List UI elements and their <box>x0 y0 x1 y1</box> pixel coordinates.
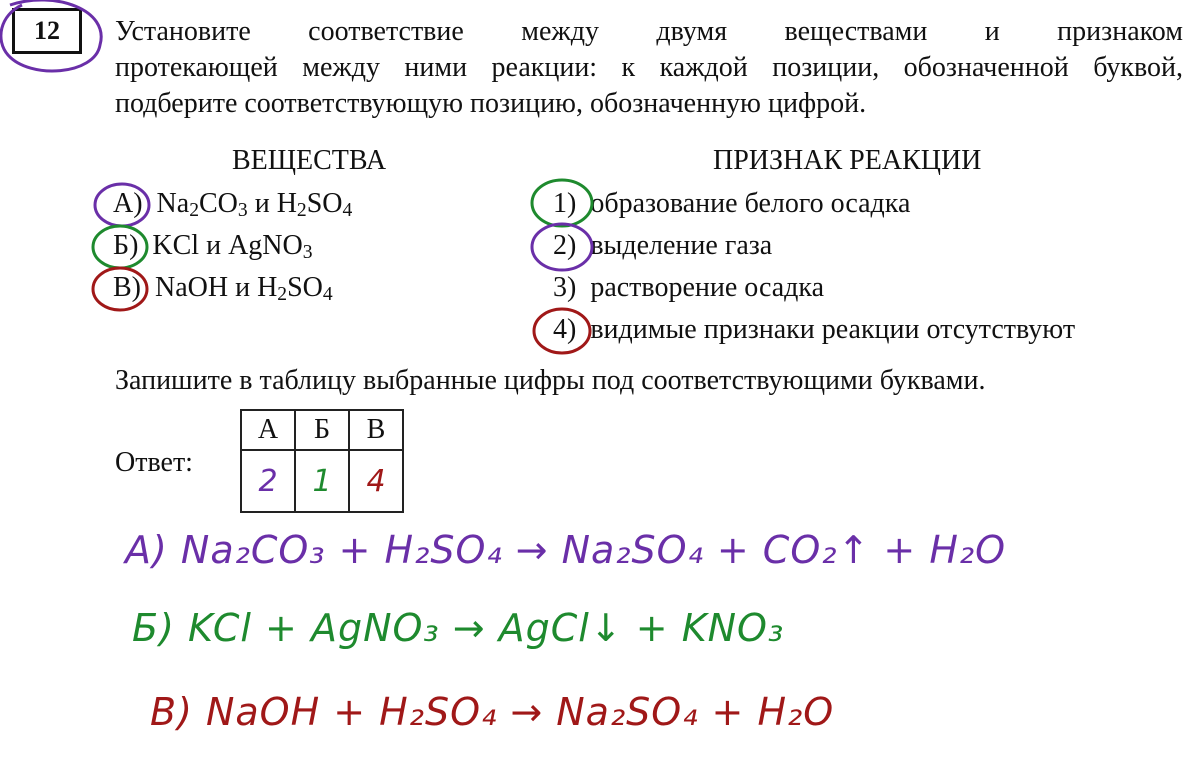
handwritten-equation-c: В) NaOH + H₂SO₄ → Na₂SO₄ + H₂O <box>150 690 835 734</box>
circle-c <box>93 268 147 310</box>
question-number: 12 <box>12 8 82 54</box>
circle-a <box>95 184 149 226</box>
substance-b: Б) KCl и AgNO$_3$ <box>113 230 313 263</box>
circle-1 <box>532 180 592 226</box>
answer-value-b[interactable]: 1 <box>295 450 349 512</box>
answer-value-a[interactable]: 2 <box>241 450 295 512</box>
instruction-line-3: подберите соответствующую позицию, обозначенную цифрой. <box>115 88 867 119</box>
answer-value-c[interactable]: 4 <box>349 450 403 512</box>
instruction-line-2: протекающей между ними реакции: к каждой позиции, обозначенной буквой, <box>115 52 1183 83</box>
signs-header: ПРИЗНАК РЕАКЦИИ <box>713 145 982 176</box>
substance-c: В) NaOH и $H_2SO_4$ <box>113 272 333 305</box>
circle-4 <box>534 309 590 353</box>
sign-1: 1) образование белого осадка <box>553 188 911 219</box>
substance-a: А) $Na_2CO_3$ и $H_2SO_4$ <box>113 188 353 221</box>
table-prompt: Запишите в таблицу выбранные цифры под соответствующими буквами. <box>115 365 986 396</box>
circle-b <box>93 226 147 268</box>
answer-header-b: Б <box>295 410 349 450</box>
sign-3: 3) растворение осадка <box>553 272 825 303</box>
circle-2 <box>532 224 592 270</box>
answer-header-a: А <box>241 410 295 450</box>
sign-2: 2) выделение газа <box>553 230 773 261</box>
handwritten-equation-a: А) Na₂CO₃ + H₂SO₄ → Na₂SO₄ + CO₂↑ + H₂O <box>125 528 1007 572</box>
instruction-line-1: Установите соответствие между двумя веществами и признаком <box>115 16 1183 47</box>
sign-4: 4) видимые признаки реакции отсутствуют <box>553 314 1076 345</box>
answer-header-c: В <box>349 410 403 450</box>
answer-label: Ответ: <box>115 447 193 478</box>
circle-question-number <box>1 0 101 71</box>
handwritten-equation-b: Б) KCl + AgNO₃ → AgCl↓ + KNO₃ <box>132 606 785 650</box>
substances-header: ВЕЩЕСТВА <box>232 145 387 176</box>
